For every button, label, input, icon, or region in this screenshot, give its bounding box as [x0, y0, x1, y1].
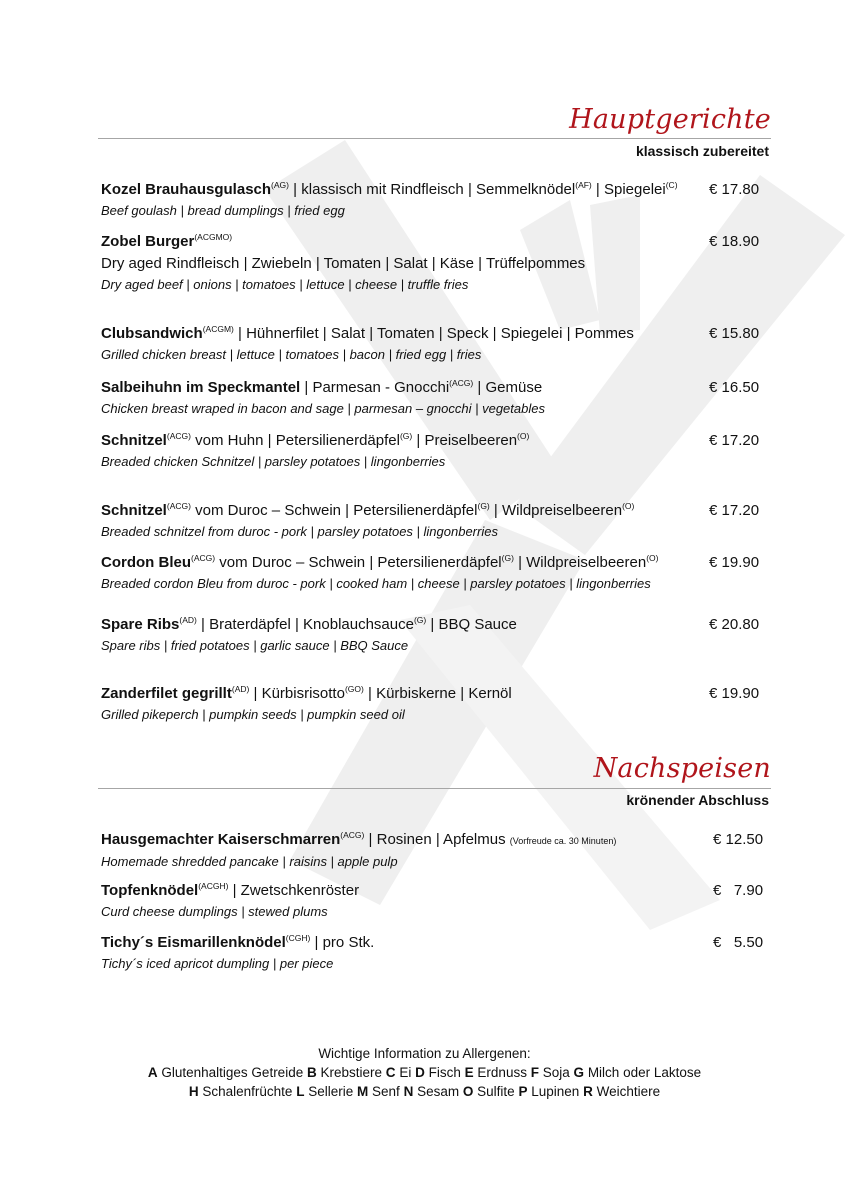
dish-components: | pro Stk.	[310, 934, 375, 951]
item-title	[101, 232, 763, 252]
dish-components: | Spiegelei	[591, 181, 666, 198]
dish-english: Chicken breast wraped in bacon and sage | parmesan – gnocchi | vegetables	[101, 401, 545, 416]
dish-components: | Braterdäpfel | Knoblauchsauce	[196, 616, 414, 633]
dish-name: Zanderfilet gegrillt	[101, 685, 232, 702]
allergen-codes: (ACG)	[191, 553, 216, 563]
menu-item	[101, 830, 763, 871]
dish-english: Curd cheese dumplings | stewed plums	[101, 904, 328, 919]
dish-english: Breaded cordon Bleu from duroc - pork | cooked ham | cheese | parsley potatoes | lingonberries	[101, 576, 651, 591]
dish-price: € 17.20	[709, 432, 760, 449]
dish-price: € 20.80	[709, 616, 760, 633]
dish-english: Beef goulash | bread dumplings | fried egg	[101, 203, 345, 218]
allergen-line-1	[0, 1063, 849, 1082]
allergen-code: N	[403, 1084, 414, 1099]
allergen-label: Milch oder Laktose	[587, 1065, 702, 1080]
dish-english: Tichy´s iced apricot dumpling | per piece	[101, 956, 334, 971]
allergen-label: Erdnuss	[477, 1065, 527, 1080]
dish-components: vom Duroc – Schwein | Petersilienerdäpfel	[190, 502, 478, 519]
allergen-codes: (AD)	[231, 684, 250, 694]
allergen-heading: Wichtige Information zu Allergenen:	[318, 1046, 531, 1061]
allergen-label: Fisch	[428, 1065, 461, 1080]
allergen-code: E	[464, 1065, 474, 1080]
section-title-main: Hauptgerichte	[569, 104, 771, 135]
dish-price: € 19.90	[709, 685, 760, 702]
item-title	[101, 378, 763, 398]
allergen-codes: (C)	[665, 180, 678, 190]
allergen-codes: (ACG)	[449, 378, 474, 388]
dish-name: Tichy´s Eismarillenknödel	[101, 934, 286, 951]
dish-english: Dry aged beef | onions | tomatoes | lettuce | cheese | truffle fries	[101, 277, 469, 292]
allergen-codes: (O)	[622, 501, 635, 511]
allergen-codes: (ACG)	[340, 830, 365, 840]
dish-components: | Kürbiskerne | Kernöl	[363, 685, 512, 702]
dish-english: Grilled chicken breast | lettuce | tomatoes | bacon | fried egg | fries	[101, 347, 482, 362]
item-title	[101, 324, 763, 344]
menu-item	[101, 431, 763, 471]
allergen-code: G	[573, 1065, 585, 1080]
menu-item	[101, 378, 763, 418]
allergen-codes: (G)	[413, 615, 427, 625]
item-title	[101, 684, 763, 704]
dish-english: Breaded schnitzel from duroc - pork | parsley potatoes | lingonberries	[101, 524, 498, 539]
menu-item	[101, 881, 763, 921]
dish-components: | Preiselbeeren	[412, 432, 518, 449]
section-subtitle-main: klassisch zubereitet	[635, 143, 769, 159]
allergen-codes: (AD)	[179, 615, 197, 625]
allergen-code: B	[306, 1065, 317, 1080]
dish-components: | Parmesan - Gnocchi	[300, 379, 450, 396]
allergen-label: Sesam	[417, 1084, 460, 1099]
allergen-code: O	[462, 1084, 474, 1099]
allergen-codes: (O)	[646, 553, 659, 563]
dish-price: € 5.50	[713, 934, 764, 951]
allergen-codes: (ACGMO)	[194, 232, 233, 242]
allergen-code: R	[583, 1084, 593, 1099]
allergen-label: Sulfite	[477, 1084, 515, 1099]
dish-name: Zobel Burger	[101, 233, 195, 250]
item-title	[101, 431, 763, 451]
dish-price: € 18.90	[709, 233, 760, 250]
dish-name: Kozel Brauhausgulasch	[101, 181, 272, 198]
dish-name: Salbeihuhn im Speckmantel	[101, 379, 301, 396]
item-title	[101, 615, 763, 635]
dish-components: | Wildpreiselbeeren	[513, 554, 647, 571]
menu-item	[101, 324, 763, 364]
item-title	[101, 881, 763, 901]
allergen-label: Krebstiere	[320, 1065, 383, 1080]
dish-name: Topfenknödel	[101, 882, 199, 899]
item-title	[101, 553, 763, 573]
allergen-code: C	[385, 1065, 396, 1080]
allergen-code: P	[518, 1084, 528, 1099]
allergen-codes: (G)	[477, 501, 490, 511]
dish-english: Breaded chicken Schnitzel | parsley potatoes | lingonberries	[101, 454, 446, 469]
dish-components: Dry aged Rindfleisch | Zwiebeln | Tomaten | Salat | Käse | Trüffelpommes	[101, 255, 586, 272]
dish-components: | Kürbisrisotto	[249, 685, 345, 702]
menu-item	[101, 933, 763, 973]
menu-item	[101, 615, 763, 655]
allergen-label: Soja	[542, 1065, 570, 1080]
allergen-label: Weichtiere	[596, 1084, 661, 1099]
divider-dessert	[98, 788, 771, 789]
allergen-codes: (AG)	[271, 180, 289, 190]
allergen-codes: (CGH)	[285, 933, 311, 943]
allergen-label: Senf	[372, 1084, 400, 1099]
allergen-info	[0, 1044, 849, 1101]
dish-price: € 16.50	[709, 379, 760, 396]
dish-price: € 15.80	[709, 325, 760, 342]
allergen-codes: (AF)	[575, 180, 592, 190]
allergen-code: H	[188, 1084, 199, 1099]
dish-note: (Vorfreude ca. 30 Minuten)	[509, 836, 617, 846]
allergen-code: A	[147, 1065, 158, 1080]
dish-price: € 12.50	[713, 831, 764, 848]
section-title-dessert: Nachspeisen	[593, 753, 771, 784]
allergen-codes: (GO)	[344, 684, 364, 694]
allergen-label: Glutenhaltiges Getreide	[161, 1065, 304, 1080]
dish-components: | BBQ Sauce	[426, 616, 517, 633]
allergen-code: D	[415, 1065, 425, 1080]
menu-item	[101, 180, 763, 220]
dish-components: vom Duroc – Schwein | Petersilienerdäpfel	[215, 554, 502, 571]
divider-main	[98, 138, 771, 139]
section-subtitle-dessert: krönender Abschluss	[626, 792, 769, 808]
dish-components: | Hühnerfilet | Salat | Tomaten | Speck | Spiegelei | Pommes	[233, 325, 634, 342]
allergen-code: M	[357, 1084, 369, 1099]
dish-components: | Wildpreiselbeeren	[489, 502, 623, 519]
menu-item	[101, 232, 763, 294]
item-title	[101, 501, 763, 521]
dish-name: Clubsandwich	[101, 325, 203, 342]
dish-price: € 7.90	[713, 882, 764, 899]
allergen-codes: (ACGM)	[202, 324, 234, 334]
menu-item	[101, 501, 763, 541]
dish-components: | Zwetschkenröster	[228, 882, 360, 899]
allergen-code: L	[296, 1084, 305, 1099]
item-title	[101, 830, 763, 851]
dish-english: Homemade shredded pancake | raisins | apple pulp	[101, 854, 398, 869]
allergen-label: Lupinen	[531, 1084, 580, 1099]
allergen-code: F	[530, 1065, 539, 1080]
allergen-label: Schalenfrüchte	[202, 1084, 293, 1099]
dish-name: Spare Ribs	[101, 616, 180, 633]
menu-item	[101, 684, 763, 724]
dish-price: € 19.90	[709, 554, 760, 571]
menu-item	[101, 553, 763, 593]
dish-name: Schnitzel	[101, 432, 167, 449]
dish-english: Grilled pikeperch | pumpkin seeds | pumpkin seed oil	[101, 707, 405, 722]
dish-name: Hausgemachter Kaiserschmarren	[101, 831, 341, 848]
dish-price: € 17.20	[709, 502, 760, 519]
allergen-label: Sellerie	[308, 1084, 354, 1099]
dish-components: | Gemüse	[473, 379, 543, 396]
dish-components: | Rosinen | Apfelmus	[364, 831, 510, 848]
dish-components: | klassisch mit Rindfleisch | Semmelknödel	[289, 181, 576, 198]
allergen-codes: (ACGH)	[198, 881, 229, 891]
dish-name: Cordon Bleu	[101, 554, 191, 571]
dish-price: € 17.80	[709, 181, 760, 198]
dish-components: vom Huhn | Petersilienerdäpfel	[190, 432, 400, 449]
allergen-codes: (G)	[399, 431, 413, 441]
allergen-label: Ei	[399, 1065, 412, 1080]
dish-english: Spare ribs | fried potatoes | garlic sauce | BBQ Sauce	[101, 638, 409, 653]
allergen-codes: (ACG)	[166, 431, 191, 441]
item-title	[101, 180, 763, 200]
allergen-codes: (O)	[517, 431, 530, 441]
item-title	[101, 933, 763, 953]
allergen-codes: (G)	[501, 553, 514, 563]
dish-name: Schnitzel	[101, 502, 167, 519]
allergen-line-2	[0, 1082, 849, 1101]
allergen-codes: (ACG)	[166, 501, 191, 511]
